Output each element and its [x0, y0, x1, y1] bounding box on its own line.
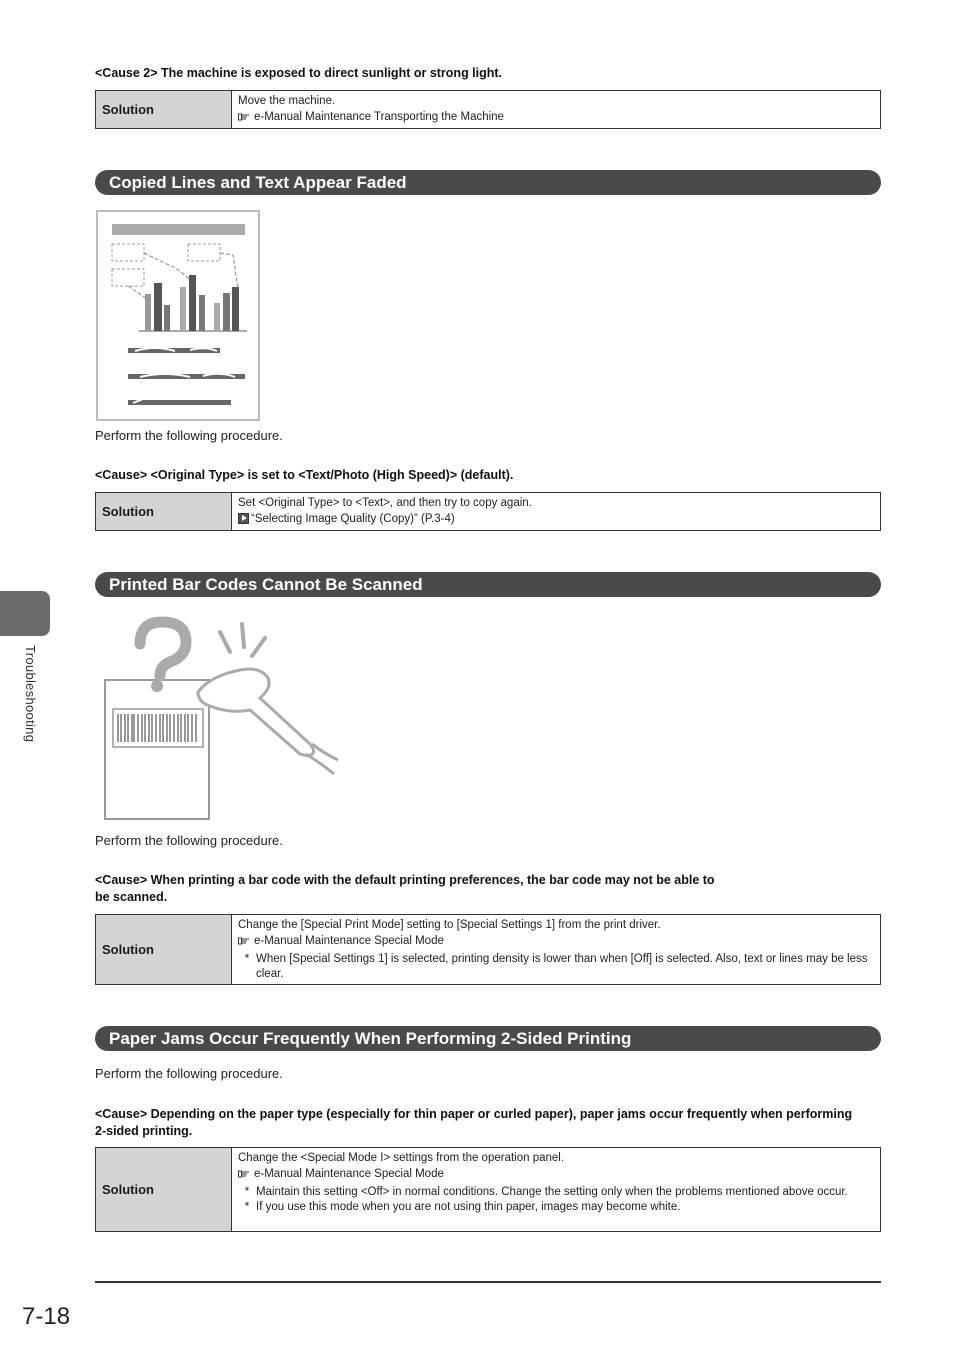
- cause-text: [95, 872, 795, 906]
- emanual-reference[interactable]: [238, 1167, 444, 1183]
- solution-line: Move the machine.: [238, 95, 336, 107]
- emanual-reference-text[interactable]: e-Manual Maintenance Special Mode: [254, 934, 444, 947]
- solution-body: [232, 493, 880, 530]
- solution-table-cause-2: [95, 90, 881, 129]
- page-reference-link[interactable]: [238, 512, 874, 528]
- note-text: Maintain this setting <Off> in normal conditions. Change the setting only when the problems mentioned above occur.: [256, 1185, 848, 1198]
- solution-table-paper-jams: [95, 1147, 881, 1232]
- note-asterisk: *: [244, 952, 250, 965]
- chapter-label: Troubleshooting: [23, 645, 38, 743]
- note-text: When [Special Settings 1] is selected, printing density is lower than when [Off] is selected. Also, text or lines may be less clear.: [256, 952, 868, 981]
- note-asterisk: *: [244, 1201, 250, 1214]
- solution-body: [232, 915, 880, 984]
- solution-label: Solution: [96, 493, 232, 530]
- chapter-tab[interactable]: [0, 591, 50, 636]
- barcode-scanner-icon: [100, 614, 340, 824]
- faded-chart-page-icon: [95, 209, 261, 422]
- emanual-reference-text[interactable]: e-Manual Maintenance Transporting the Machine: [254, 110, 504, 123]
- solution-label: Solution: [96, 915, 232, 984]
- cause-2-text: <Cause 2> The machine is exposed to direct sunlight or strong light.: [95, 66, 503, 80]
- arrow-right-icon: [238, 513, 249, 524]
- cause-text-line-2: be scanned.: [95, 890, 168, 904]
- solution-body: [232, 1148, 880, 1231]
- section-heading-barcodes: Printed Bar Codes Cannot Be Scanned: [95, 572, 881, 597]
- cause-text: <Cause> Depending on the paper type (especially for thin paper or curled paper), paper jams occur frequently when performing 2-sided printing.: [95, 1107, 853, 1138]
- emanual-reference[interactable]: [238, 110, 504, 126]
- solution-line: Change the <Special Mode I> settings from the operation panel.: [238, 1152, 565, 1164]
- emanual-reference-text[interactable]: e-Manual Maintenance Special Mode: [254, 1167, 444, 1180]
- emanual-reference[interactable]: [238, 934, 444, 950]
- cause-text: <Cause> <Original Type> is set to <Text/Photo (High Speed)> (default).: [95, 468, 514, 482]
- section-heading-faded: Copied Lines and Text Appear Faded: [95, 170, 881, 195]
- procedure-text: Perform the following procedure.: [95, 428, 283, 443]
- procedure-text: Perform the following procedure.: [95, 833, 283, 848]
- note-item: [238, 1185, 874, 1201]
- note-item: [238, 1200, 874, 1216]
- section-heading-paper-jams: Paper Jams Occur Frequently When Performing 2-Sided Printing: [95, 1026, 881, 1051]
- pointing-hand-icon: [238, 112, 251, 122]
- note-text: If you use this mode when you are not using thin paper, images may become white.: [256, 1201, 681, 1214]
- cause-text-line-1: <Cause> When printing a bar code with the default printing preferences, the bar code may not be able to: [95, 873, 715, 887]
- solution-label: Solution: [96, 91, 232, 128]
- solution-line: Change the [Special Print Mode] setting to [Special Settings 1] from the print driver.: [238, 919, 661, 931]
- pointing-hand-icon: [238, 1169, 251, 1179]
- solution-label: Solution: [96, 1148, 232, 1231]
- solution-table-faded: [95, 492, 881, 531]
- page-reference-text[interactable]: “Selecting Image Quality (Copy)” (P.3-4): [251, 512, 455, 525]
- solution-body: [232, 91, 880, 128]
- solution-line: Set <Original Type> to <Text>, and then try to copy again.: [238, 497, 532, 509]
- procedure-text: Perform the following procedure.: [95, 1066, 283, 1081]
- pointing-hand-icon: [238, 936, 251, 946]
- solution-table-barcodes: [95, 914, 881, 985]
- footer-divider: [95, 1281, 881, 1283]
- note-item: [238, 952, 874, 983]
- note-asterisk: *: [244, 1185, 250, 1198]
- page-number: 7-18: [22, 1303, 71, 1330]
